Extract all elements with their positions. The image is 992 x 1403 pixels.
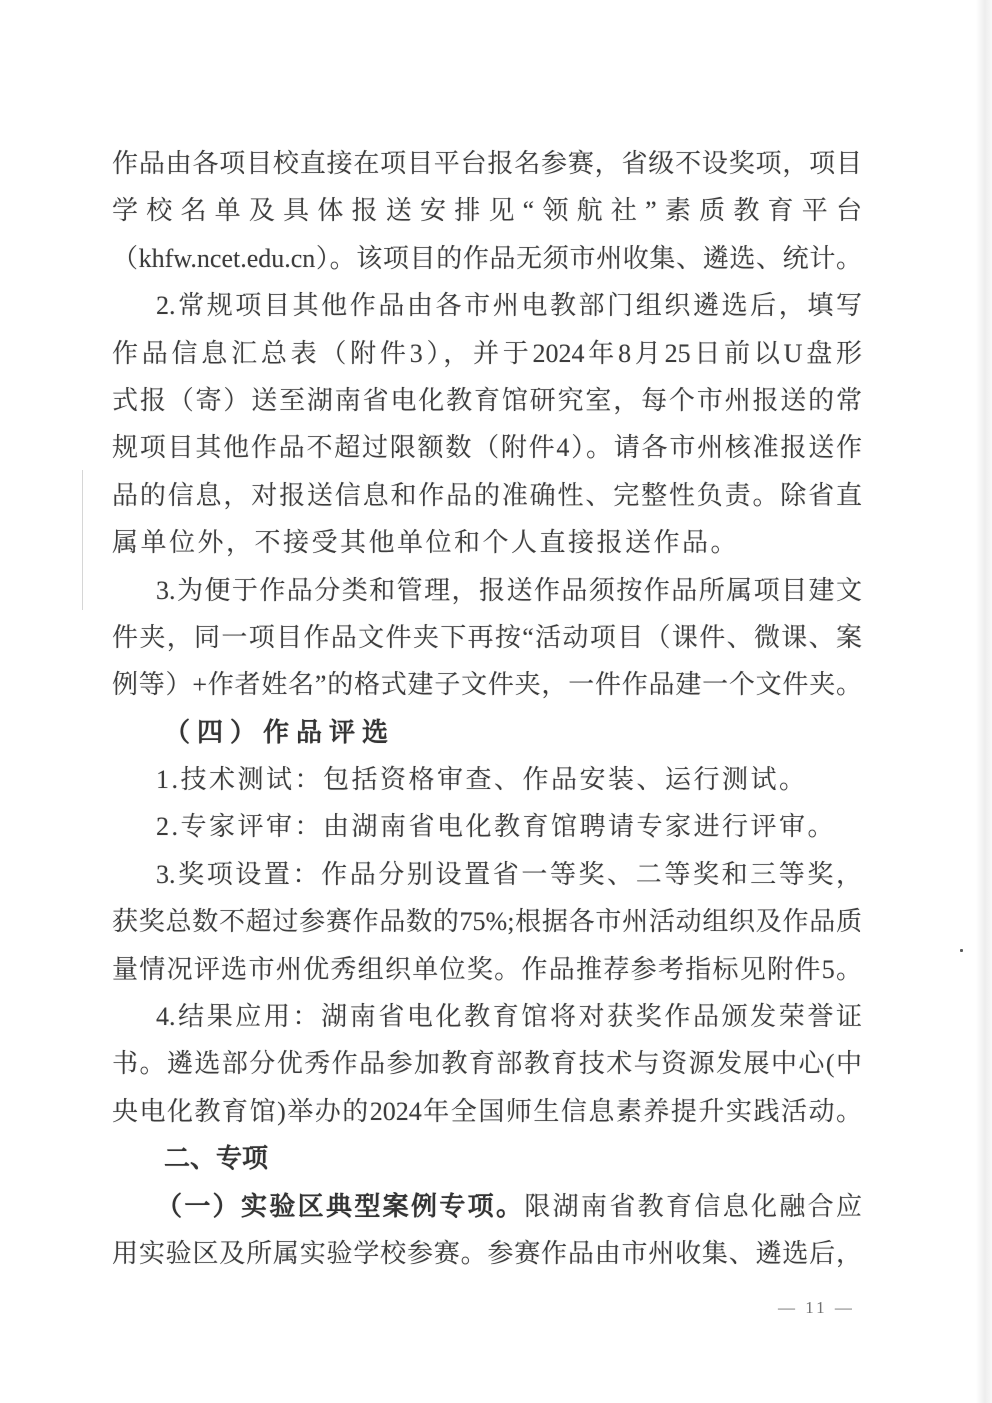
scan-artifact-line: [82, 470, 83, 610]
scan-edge-shadow: [976, 0, 992, 1403]
text-line: 量情况评选市州优秀组织单位奖。作品推荐参考指标见附件5。: [112, 954, 862, 984]
subsection-heading-experimental-zone: （一）实验区典型案例专项。: [156, 1191, 525, 1221]
section-heading-special-projects: 二、专项: [164, 1144, 269, 1174]
text-line: 式报（寄）送至湖南省电化教育馆研究室，每个市州报送的常: [112, 385, 862, 415]
text-line: 件夹，同一项目作品文件夹下再按“活动项目（课件、微课、案: [112, 622, 862, 652]
list-item-line: 3.奖项设置：作品分别设置省一等奖、二等奖和三等奖，: [156, 859, 862, 889]
text-line: 例等）+作者姓名”的格式建子文件夹，一件作品建一个文件夹。: [112, 670, 862, 700]
text-line: 作品由各项目校直接在项目平台报名参赛，省级不设奖项，项目: [112, 149, 862, 178]
text-line: 属单位外，不接受其他单位和个人直接报送作品。: [112, 528, 740, 558]
text-line: [112, 1183, 862, 1230]
text-line: 央电化教育馆)举办的2024年全国师生信息素养提升实践活动。: [112, 1096, 862, 1126]
list-item-line: 4.结果应用：湖南省电化教育馆将对获奖作品颁发荣誉证: [156, 1002, 862, 1032]
text-line: 作品信息汇总表（附件3），并于2024年8月25日前以U盘形: [112, 338, 862, 368]
page-number: — 11 —: [778, 1298, 855, 1317]
document-body: [112, 140, 862, 1277]
list-item-line: 2.常规项目其他作品由各市州电教部门组织遴选后，填写: [156, 291, 862, 321]
list-item-line: 1.技术测试：包括资格审查、作品安装、运行测试。: [156, 765, 808, 795]
text-line: 获奖总数不超过参赛作品数的75%;根据各市州活动组织及作品质: [112, 907, 862, 937]
list-item-line: 3.为便于作品分类和管理，报送作品须按作品所属项目建文: [156, 575, 862, 605]
text-line: 学校名单及具体报送安排见“领航社”素质教育平台: [112, 196, 862, 226]
text-line: 书。遴选部分优秀作品参加教育部教育技术与资源发展中心(中: [112, 1049, 862, 1079]
text-line: 规项目其他作品不超过限额数（附件4）。请各市州核准报送作: [112, 433, 862, 463]
text-line: （khfw.ncet.edu.cn）。该项目的作品无须市州收集、遴选、统计。: [112, 243, 862, 273]
text-line: 用实验区及所属实验学校参赛。参赛作品由市州收集、遴选后，: [112, 1238, 862, 1268]
text-run: 限湖南省教育信息化融合应: [524, 1191, 862, 1221]
text-line: 品的信息，对报送信息和作品的准确性、完整性负责。除省直: [112, 480, 862, 510]
scan-artifact-speck: [960, 949, 963, 952]
list-item-line: 2.专家评审：由湖南省电化教育馆聘请专家进行评审。: [156, 812, 837, 842]
section-heading-works-selection: （四）作品评选: [164, 717, 396, 747]
